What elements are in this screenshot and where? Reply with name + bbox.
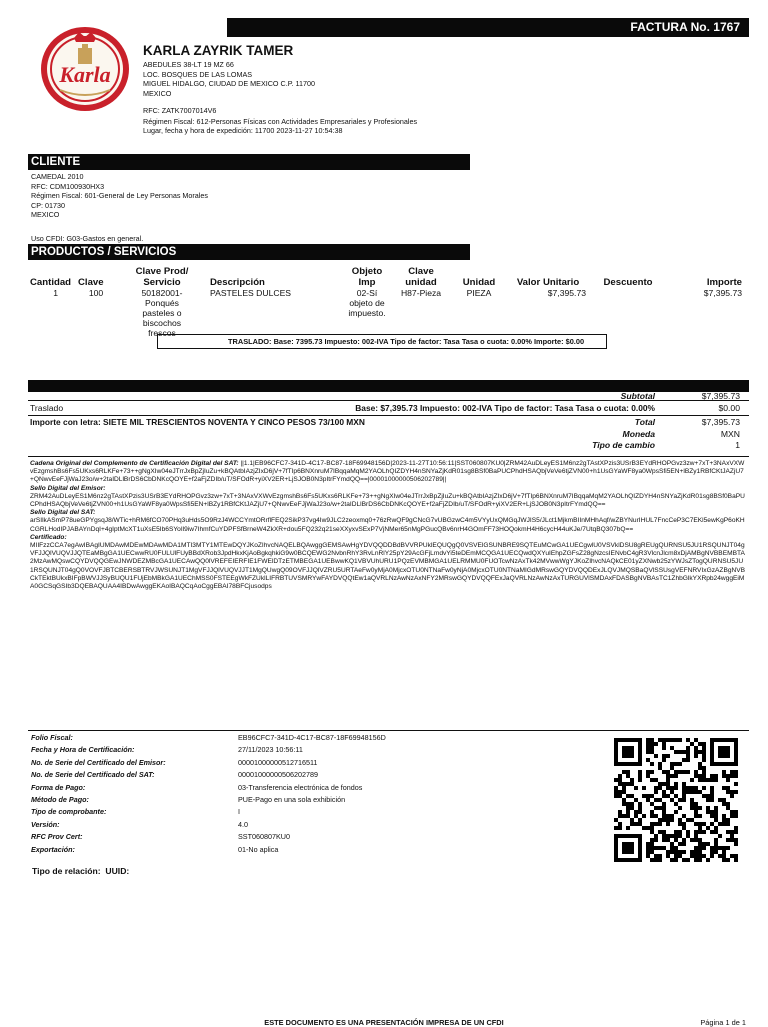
cliente-line: MEXICO — [31, 210, 60, 220]
cliente-title: CLIENTE — [31, 156, 81, 168]
serie-emisor-value: 00001000000512716511 — [238, 757, 318, 767]
sello-emisor-value: ZRM42AuDLeyES1M6nz2gTAstXPzis3USrB3EYdRHOPGvz3zw+7xT+3NAxVXWvEzgmshBs6Fs5UKxs6RLKFe+73++gNgXIw04eJTrrJxBpZjIuZu+kBQAtbIAzjZIxD6jV+7fTIp6BNXnruM7IBqqaMqM2YAOLhQIZDYH4nSNYaZjKdR01sg8BSf0BaPUCPhdHSAQbjVeVe6tjZVN00+h1UsGYaWF8ya0WpsSfi5EN+lBZy1RBfCKtJAZjU7+QNwvEeFJjWaJ23o/w+2taIDLlBrDS6CbDNKcQOYE+f2aFjZDIb/uT/SFOdR+yiXV2ER+LjSJOB0N3pItrFYmdQQ== — [30, 492, 745, 509]
col-unidad: Unidad — [462, 277, 496, 288]
cell-descripcion: PASTELES DULCES — [210, 288, 292, 298]
totals-divider-2 — [28, 415, 749, 416]
sello-emisor-label: Sello Digital del Emisor: — [30, 484, 106, 492]
fecha-value: 27/11/2023 10:56:11 — [238, 745, 303, 755]
exportacion-value: 01-No aplica — [238, 844, 279, 854]
col-importe: Importe — [706, 277, 742, 288]
uuid-label: UUID: — [105, 866, 130, 876]
products-table — [28, 266, 744, 338]
factura-number: FACTURA No. 1767 — [630, 20, 740, 34]
tipo-relacion-label: Tipo de relación: — [32, 866, 101, 876]
version-label: Versión: — [31, 819, 60, 829]
table-row — [28, 288, 744, 338]
subtotal-value: $7,395.73 — [701, 391, 740, 401]
address-line: MIGUEL HIDALGO, CIUDAD DE MEXICO C.P. 11700 — [143, 79, 316, 89]
moneda-value: MXN — [720, 429, 740, 439]
total-value: $7,395.73 — [701, 417, 740, 427]
tipo-relacion — [32, 866, 129, 876]
col-cantidad: Cantidad — [30, 277, 72, 288]
products-header-row — [28, 266, 744, 288]
cell-importe: $7,395.73 — [703, 288, 742, 298]
cell-descuento — [588, 288, 668, 338]
tipo-comprobante-label: Tipo de comprobante: — [31, 807, 107, 817]
sat-details-table — [30, 732, 387, 856]
productos-title: PRODUCTOS / SERVICIOS — [31, 246, 177, 258]
business-name: KARLA ZAYRIK TAMER — [143, 43, 294, 58]
cadena-label: Cadena Original del Complemento de Certificación Digital del SAT: — [30, 460, 239, 467]
issue-place-date: Lugar, fecha y hora de expedición: 11700 2023-11-27 10:54:38 — [143, 126, 343, 136]
tipo-cambio-value: 1 — [735, 440, 740, 450]
cadena-value: ||1.1|EB96CFC7-341D-4C17-BC87-18F69948156D|2023-11-27T10:56:11|SST060807KU0|ZRM42AuDLeyES1M6nz2gTAstXPzis3USrB3EYdRHOPGvz3zw+7xT+3NAxVXWvEzgmshBs6Fs5UKxs6RLKFe+73++gNgXIw04eJTrrJxBpZjIuZu+kBQAtbIAzjZIxD6jV+7fTIp6BNXnruM7IBqqaMqM2YAOLhQIZDYH4nSNYaZjKdR01sg8BSf0BaPUCPhdHSAQbjVeVe6tjZVN00+h1UsGYaWF8ya0WpsSfi5EN+lBZy1RBfCKtJAZjU7+QNwvEeFJjWaJ23o/w+2taIDLlBrDS6CbDNKcQOYE+f2aFjZDIb/uT/SFOdR+yiXV2ER+LjSJOB0N3pItrFYmdQQ==|00001000000506202789|| — [30, 460, 745, 484]
sello-sat-value: arSIlkASmP78ueGPYgsqJ8/WTic+hRM6fCO70PHq3uHds5O9RzJ4WCCYmtORrflFEQ2SikP37vg4Iw9JLC2zeoxmq0+76zRwQF9gCNcG7vUBGzwC4m5VYyUxQMGqJWJIS5/JLct1MjkmBIInMHhAqf/wZBYNurIHUL7FncCeP3C7EKl5ewKgP6oKHCGRLHodIPJABAYnDqI+4gIptMcXT1uXsE5Ib6SYoIl9iw7IhmfCuYDPFSfBrneW4ZkXR+dou5FQ232q21seXXyxvSExP7VjNMer65nMgPGucQBv6nrH4GOmFF73HOQokmH4H6cycH44uKJe/7UtqBQ307bQ== — [30, 517, 745, 533]
cell-clave: 100 — [88, 288, 104, 298]
cell-objeto-imp: 02-Sí objeto de impuesto. — [348, 288, 386, 318]
folio-label: Folio Fiscal: — [31, 733, 73, 742]
col-clave: Clave — [78, 277, 104, 288]
exportacion-label: Exportación: — [31, 844, 75, 854]
col-descripcion: Descripción — [210, 277, 265, 288]
footer-notice: ESTE DOCUMENTO ES UNA PRESENTACIÓN IMPRESA DE UN CFDI — [264, 1018, 504, 1027]
uso-cfdi: Uso CFDI: G03-Gastos en general. — [31, 234, 144, 243]
folio-value: EB96CFC7-341D-4C17-BC87-18F69948156D — [238, 733, 386, 742]
sat-details — [30, 732, 410, 856]
serie-sat-value: 00001000000506202789 — [238, 770, 318, 780]
metodo-pago-value: PUE-Pago en una sola exhibición — [238, 795, 346, 805]
business-rfc: RFC: ZATK7007014V6 — [143, 106, 217, 115]
certificado-value: MIIFzzCCA7egAwIBAgIUMDAwMDEwMDAwMDA1MTI3MTY1MTEwDQYJKoZIhvcNAQELBQAwggGEMSAwHgYDVQQDDBdBVVRPUklEQUQgQ0VSVElGSUNBRE9SQTEuMCwGA1UECgwlU0VSVklDSU8gREUgQURNSU5JU1RSQUNJT04gVFJJQlVUQVJJQTEaMBgGA1UECwwRU0FULUlFUyBBdXRob3JpdHkxKjAoBgkqhkiG9w0BCQEWG2NvbnRhY3RvLnRlY25pY29AcGFjLmdvYi5teDEmMCQGA1UECQwdQXYuIEhpZGFsZ28gNzcsIENvbC4gR3VlcnJlcm8xDjAMBgNVBBEMBTA2MzAwMQswCQYDVQQGEwJNWDEZMBcGA1UECAwQQ0lVREFEIERFIE1FWElDTzETMBEGA1UEBwwKQ1VBVUhURU1PQzEVMBMGA1UELRMMU0FUOTcwNzAxTk42MVwwWgYJKoZIhvcNAQkCE01yZXNwb25zYWJsZTogQURNSU5JU1RSQUNJT04gQ0VOVFJBTCBERSBTRVJWSUNJT1MgVFJJQlVUQVJJT1MgQUwgQ09OVFJJQlVZRU5URTAeFw0yMjA0MjcxOTU0NTNaFw0yNjA0MjcxOTU0NTNaMIGdMRswGQYDVQQDExJLQVJMQSBaQVlSSUsgVEFNRVIxGzAZBgNVBCkTEktBUkxBIFpBWVJJSyBUQU1FUjEbMBkGA1UEChMSS0FSTEEgWkFZUklLIFRBTUVSMRYwFAYDVQQtEw1aQVRLNzAwNzAxNFY2MRswGQYDVQQFExJaQVRLNzAwNzAxTURGUVlSMDAxFDASBgNVBAsTC1ZhbGlkYXRpb24wggEiMA0GCSqGSIb3DQEBAQUAA4IBDwAwggEKAoIBAQCqAoCggEBAI78BFCjusodps — [30, 542, 746, 591]
cell-clave-unidad: H87-Pieza — [400, 288, 442, 298]
col-descuento: Descuento — [603, 277, 653, 288]
moneda-label: Moneda — [622, 429, 655, 439]
business-logo — [38, 24, 132, 114]
serie-sat-label: No. de Serie del Certificado del SAT: — [31, 770, 155, 780]
cliente-line: Régimen Fiscal: 601-General de Ley Personas Morales — [31, 191, 208, 201]
rfc-prov-label: RFC Prov Cert: — [31, 832, 83, 842]
rfc-prov-value: SST060807KU0 — [238, 832, 290, 842]
traslado-amount: $0.00 — [718, 403, 740, 413]
cell-unidad: PIEZA — [466, 288, 492, 298]
certificado-label: Certificado: — [30, 533, 67, 541]
importe-letra: Importe con letra: SIETE MIL TRESCIENTOS NOVENTA Y CINCO PESOS 73/100 MXN — [30, 417, 365, 427]
col-objeto-imp: Objeto Imp — [351, 266, 383, 288]
cliente-bar — [28, 154, 470, 170]
cell-clave-prod: 50182001- Ponqués pasteles o biscochos frescos — [141, 288, 183, 338]
qr-code-icon — [614, 738, 738, 862]
cliente-info — [31, 172, 451, 220]
forma-pago-label: Forma de Pago: — [31, 782, 86, 792]
address-line: MEXICO — [143, 88, 172, 98]
business-fiscal — [143, 106, 563, 136]
traslado-detail: Base: $7,395.73 Impuesto: 002-IVA Tipo de factor: Tasa Tasa o cuota: 0.00% — [355, 403, 655, 413]
cliente-line: CP: 01730 — [31, 200, 65, 210]
business-address — [143, 60, 523, 98]
col-clave-prod: Clave Prod/ Servicio — [135, 266, 189, 288]
col-valor-unitario: Valor Unitario — [516, 277, 580, 288]
tipo-comprobante-value: I — [238, 807, 240, 817]
address-line: LOC. BOSQUES DE LAS LOMAS — [143, 69, 253, 79]
traslado-box: TRASLADO: Base: 7395.73 Impuesto: 002-IVA Tipo de factor: Tasa Tasa o cuota: 0.00% Importe: $0.00 — [157, 334, 607, 349]
forma-pago-value: 03-Transferencia electrónica de fondos — [238, 782, 363, 792]
fecha-label: Fecha y Hora de Certificación: — [31, 745, 135, 755]
address-line: ABEDULES 38-LT 19 MZ 66 — [143, 60, 234, 69]
tipo-cambio-label: Tipo de cambio — [592, 440, 655, 450]
metodo-pago-label: Método de Pago: — [31, 795, 89, 805]
sat-divider — [28, 456, 749, 457]
cliente-line: RFC: CDM100930HX3 — [31, 181, 105, 191]
serie-emisor-label: No. de Serie del Certificado del Emisor: — [31, 757, 166, 767]
subtotal-label: Subtotal — [620, 391, 655, 401]
svg-text:Karla: Karla — [59, 62, 111, 87]
sat-strings — [30, 460, 746, 591]
total-label: Total — [634, 417, 655, 427]
business-regimen: Régimen Fiscal: 612-Personas Físicas con Actividades Empresariales y Profesionales — [143, 116, 418, 126]
traslado-label: Traslado — [30, 403, 64, 413]
version-value: 4.0 — [238, 819, 248, 829]
page-number: Página 1 de 1 — [700, 1018, 746, 1027]
sello-sat-label: Sello Digital del SAT: — [30, 509, 96, 517]
cell-valor-unitario: $7,395.73 — [547, 288, 586, 298]
cliente-line: CAMEDAL 2010 — [31, 172, 84, 181]
col-clave-unidad: Clave unidad — [405, 266, 437, 288]
cell-cantidad: 1 — [53, 288, 58, 298]
cadena-original — [30, 460, 746, 485]
sat-details-divider — [28, 730, 749, 731]
